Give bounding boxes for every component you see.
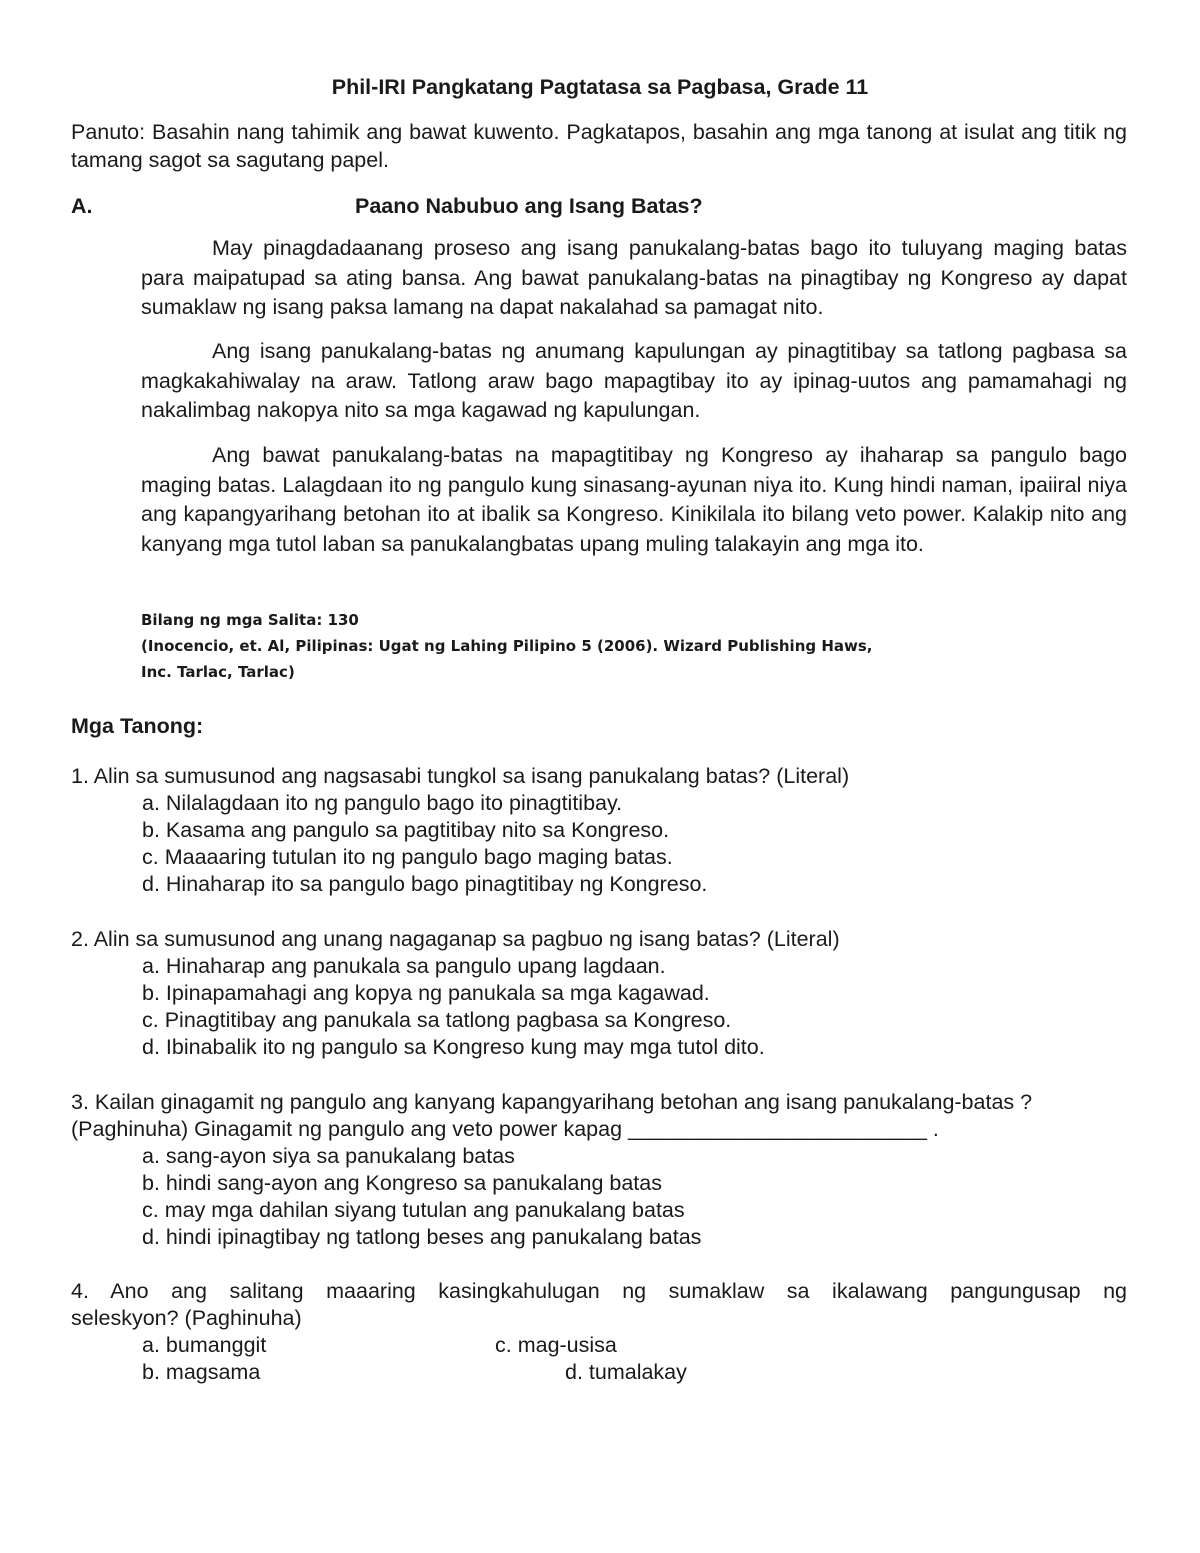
choice-a: a. sang-ayon siya sa panukalang batas xyxy=(142,1144,515,1168)
choice-b: b. magsama xyxy=(142,1360,261,1384)
choice-c: c. Pinagtitibay ang panukala sa tatlong pagbasa sa Kongreso. xyxy=(142,1008,732,1032)
instructions: Panuto: Basahin nang tahimik ang bawat kuwento. Pagkatapos, basahin ang mga tanong at isulat ang titik ng tamang sagot sa sagutang papel. xyxy=(71,120,1127,172)
paragraph-text: Ang isang panukalang-batas ng anumang kapulungan ay pinagtitibay sa tatlong pagbasa sa magkakahiwalay na araw. Tatlong araw bago mapagtibay ito ay ipinag-uutos ang pamamahagi ng nakalimbag nakopya nito sa mga kagawad ng kapulungan. xyxy=(141,339,1127,422)
choice-a: a. Hinaharap ang panukala sa pangulo upang lagdaan. xyxy=(142,954,666,978)
question-stem: 2. Alin sa sumusunod ang unang nagaganap sa pagbuo ng isang batas? (Literal) xyxy=(71,927,840,951)
story-credits xyxy=(141,607,1041,685)
story-title: Paano Nabubuo ang Isang Batas? xyxy=(355,194,703,218)
choice-b: b. Kasama ang pangulo sa pagtitibay nito sa Kongreso. xyxy=(142,818,670,842)
question-stem-line-2: (Paghinuha) Ginagamit ng pangulo ang veto power kapag _________________________ . xyxy=(71,1117,939,1141)
question-3 xyxy=(71,1089,1127,1251)
section-letter: A. xyxy=(71,194,93,218)
choice-b: b. hindi sang-ayon ang Kongreso sa panukalang batas xyxy=(142,1171,662,1195)
question-stem-line-1: 4. Ano ang salitang maaaring kasingkahulugan ng sumaklaw sa ikalawang pangungusap ng xyxy=(71,1279,1127,1303)
choice-c: c. mag-usisa xyxy=(495,1333,617,1357)
question-stem-line-2: seleskyon? (Paghinuha) xyxy=(71,1306,302,1330)
source-citation-line-1: (Inocencio, et. Al, Pilipinas: Ugat ng Lahing Pilipino 5 (2006). Wizard Publishing Haws, xyxy=(141,637,873,655)
choice-c: c. Maaaaring tutulan ito ng pangulo bago maging batas. xyxy=(142,845,673,869)
choice-row-2 xyxy=(71,1359,1127,1386)
question-4 xyxy=(71,1278,1127,1386)
story-paragraph-1 xyxy=(141,234,1127,323)
word-count: Bilang ng mga Salita: 130 xyxy=(141,611,359,629)
choice-d: d. Ibinabalik ito ng pangulo sa Kongreso kung may mga tutol dito. xyxy=(142,1035,765,1059)
choice-d: d. tumalakay xyxy=(565,1360,687,1384)
question-1 xyxy=(71,763,1127,898)
questions-heading: Mga Tanong: xyxy=(71,714,204,738)
choice-d: d. hindi ipinagtibay ng tatlong beses ang panukalang batas xyxy=(142,1225,702,1249)
question-stem: 1. Alin sa sumusunod ang nagsasabi tungkol sa isang panukalang batas? (Literal) xyxy=(71,764,850,788)
choice-a: a. bumanggit xyxy=(142,1333,267,1357)
story-paragraph-2 xyxy=(141,337,1127,426)
choice-a: a. Nilalagdaan ito ng pangulo bago ito pinagtitibay. xyxy=(142,791,623,815)
story-paragraph-3 xyxy=(141,441,1127,559)
question-stem-line-1: 3. Kailan ginagamit ng pangulo ang kanyang kapangyarihang betohan ang isang panukalang-batas ? xyxy=(71,1090,1033,1114)
paragraph-text: Ang bawat panukalang-batas na mapagtitibay ng Kongreso ay ihaharap sa pangulo bago maging batas. Lalagdaan ito ng pangulo kung sinasang-ayunan niya ito. Kung hindi naman, ipaiiral niya ang kapangyarihang betohan ito at ibalik sa Kongreso. Kinikilala ito bilang veto power. Kalakip nito ang kanyang mga tutol laban sa panukalangbatas upang muling talakayin ang mga ito. xyxy=(141,443,1127,556)
choice-c: c. may mga dahilan siyang tutulan ang panukalang batas xyxy=(142,1198,685,1222)
question-2 xyxy=(71,926,1127,1061)
choice-d: d. Hinaharap ito sa pangulo bago pinagtitibay ng Kongreso. xyxy=(142,872,708,896)
source-citation-line-2: Inc. Tarlac, Tarlac) xyxy=(141,663,295,681)
choice-row-1 xyxy=(71,1332,1127,1359)
paragraph-text: May pinagdadaanang proseso ang isang panukalang-batas bago ito tuluyang maging batas para maipatupad sa ating bansa. Ang bawat panukalang-batas na pinagtibay ng Kongreso ay dapat sumaklaw ng isang paksa lamang na dapat nakalahad sa pamagat nito. xyxy=(141,236,1127,319)
page-title: Phil-IRI Pangkatang Pagtatasa sa Pagbasa, Grade 11 xyxy=(331,75,869,99)
choice-b: b. Ipinapamahagi ang kopya ng panukala sa mga kagawad. xyxy=(142,981,710,1005)
